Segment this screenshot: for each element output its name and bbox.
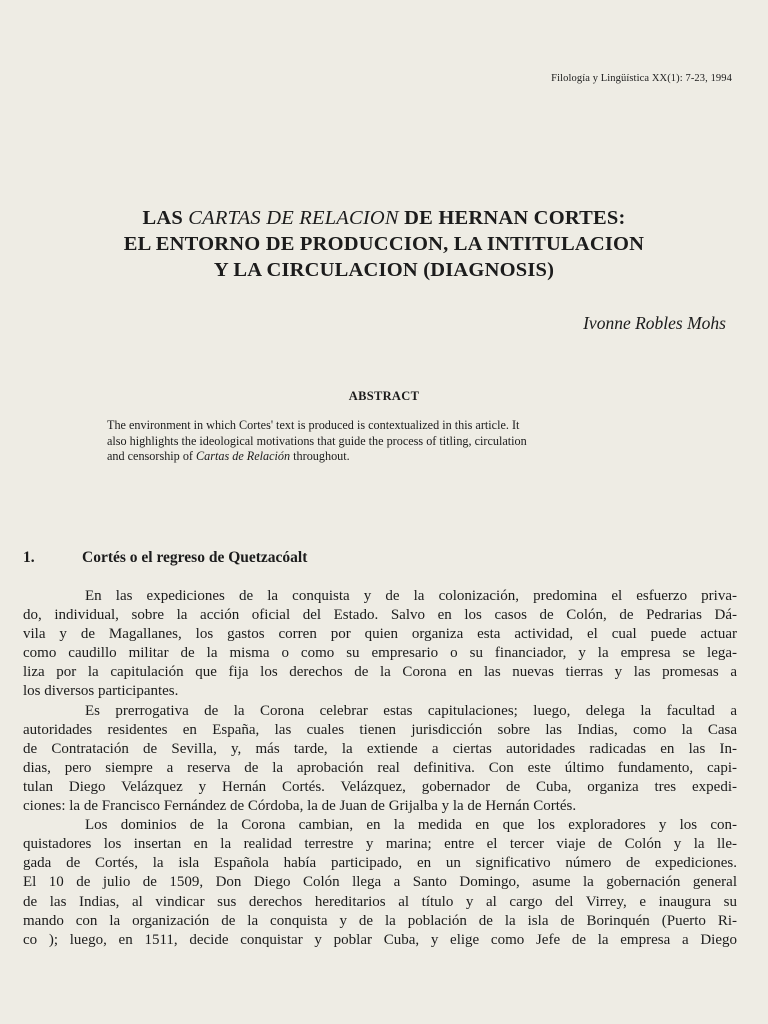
section-number: 1. (23, 549, 35, 566)
paragraph-line: los diversos participantes. (23, 683, 179, 700)
journal-reference: Filología y Lingüística XX(1): 7-23, 1994 (551, 73, 732, 84)
paragraph-line: dias, pero siempre a reserva de la aprobación real definitiva. Con este último fundamento, capi- (23, 759, 737, 776)
paragraph-line: En las expediciones de la conquista y de la colonización, predomina el esfuerzo priva- (85, 588, 737, 604)
paragraph-line: mando con la organización de la conquista y de la población de la isla de Borinquén (Puerto Ri- (23, 912, 737, 929)
abstract-line: and censorship of Cartas de Relación throughout. (107, 449, 350, 463)
paragraph-line: vila y de Magallanes, los gastos corren por quien organiza esta actividad, el cual puede actuar (23, 626, 737, 643)
paragraph-line: Los dominios de la Corona cambian, en la medida en que los exploradores y los con- (85, 817, 737, 834)
title-line-1: LAS CARTAS DE RELACION DE HERNAN CORTES: (142, 207, 626, 229)
paragraph-line: co ); luego, en 1511, decide conquistar y poblar Cuba, y elige como Jefe de la empresa a Diego (23, 931, 737, 948)
paragraph-line: El 10 de julio de 1509, Don Diego Colón llega a Santo Domingo, asume la gobernación general (23, 874, 737, 891)
paragraph-line: ciones: la de Francisco Fernández de Córdoba, la de Juan de Grijalba y la de Hernán Cortés. (23, 798, 577, 815)
paragraph-line: de Contratación de Sevilla, y, más tarde, la extiende a ciertas autoridades radicadas en las In- (23, 740, 737, 757)
paragraph-line: liza por la capitulación que fija los derechos de la Corona en las nuevas tierras y las promesas a (23, 664, 737, 681)
abstract-line: The environment in which Cortes' text is produced is contextualized in this article. It (107, 418, 520, 432)
paragraph-line: Es prerrogativa de la Corona celebrar estas capitulaciones; luego, delega la facultad a (85, 702, 737, 719)
abstract-heading: ABSTRACT (348, 389, 420, 403)
title-line-3: Y LA CIRCULACION (DIAGNOSIS) (213, 259, 555, 281)
abstract-line: also highlights the ideological motivations that guide the process of titling, circulation (107, 433, 527, 448)
author-name: Ivonne Robles Mohs (583, 313, 726, 333)
paragraph-line: tulan Diego Velázquez y Hernán Cortés. Velázquez, gobernador de Cuba, organiza tres expedi- (23, 778, 737, 795)
paragraph-line: quistadores los insertan en la realidad terrestre y marina; entre el tercer viaje de Colón y la lle- (23, 836, 737, 853)
title-line-2: EL ENTORNO DE PRODUCCION, LA INTITULACION (123, 233, 645, 255)
paragraph-line: autoridades residentes en España, las cuales tienen jurisdicción sobre las Indias, como la Casa (23, 721, 737, 738)
paragraph-line: de las Indias, al vindicar sus derechos hereditarios al título y al cargo del Virrey, e inaugura su (23, 893, 737, 910)
paragraph-line: do, individual, sobre la acción oficial del Estado. Salvo en los casos de Colón, de Pedrarias Dá- (23, 607, 737, 624)
abstract-text (107, 418, 655, 465)
section-heading (23, 549, 307, 567)
section-title: Cortés o el regreso de Quetzacóalt (82, 549, 308, 566)
body-text (23, 587, 737, 950)
paragraph-line: como caudillo militar de la misma o como su empresario o su financiador, y la empresa se lega- (23, 645, 737, 662)
paragraph-line: gada de Cortés, la isla Española había participado, en un significativo número de expediciones. (23, 855, 737, 872)
article-title (0, 205, 768, 283)
